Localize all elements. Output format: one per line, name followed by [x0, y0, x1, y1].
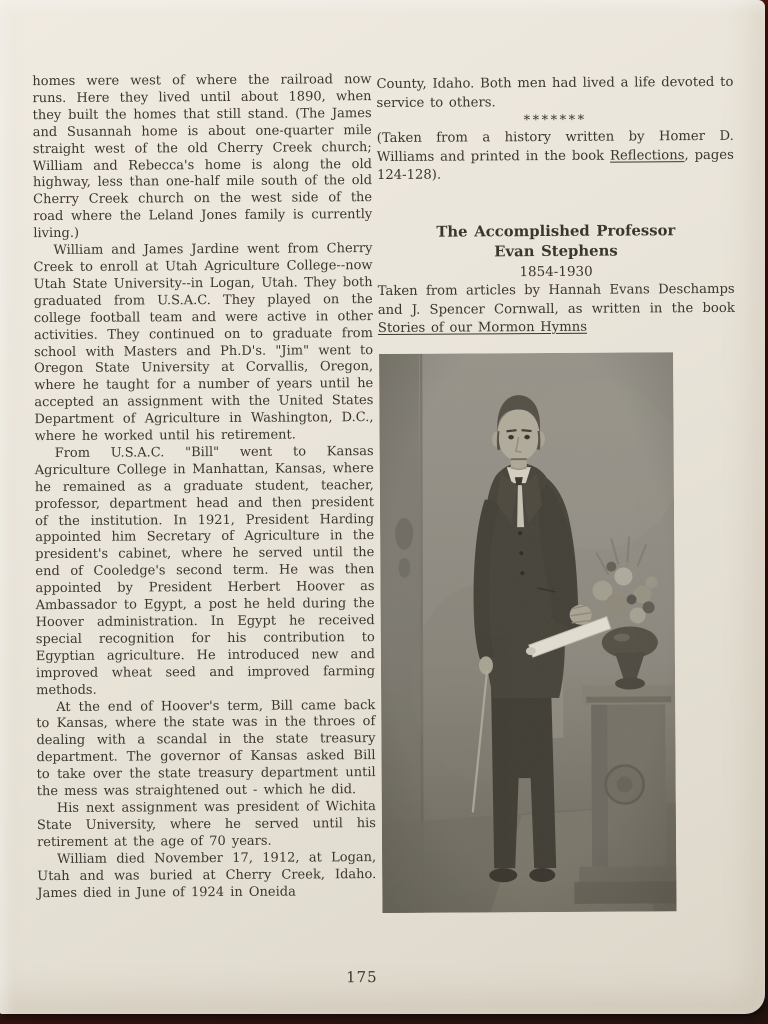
life-years: 1854-1930	[519, 263, 593, 281]
right-column	[376, 74, 738, 913]
book-title-reflections: Reflections	[609, 147, 685, 164]
source-note-hymns	[378, 281, 735, 339]
paragraph: William died November 17, 1912, at Logan, Utah and was buried at Cherry Creek, Idaho. James died in June of 1924 in Oneida	[37, 849, 377, 901]
source-note-text: (Taken from a history written by Homer D. Williams and printed in the book	[376, 129, 734, 165]
article-title: The Accomplished Professor	[436, 222, 676, 241]
asterisk-separator: *******	[523, 112, 587, 129]
portrait-photo	[379, 352, 676, 913]
book-title-mormon-hymns: Stories of our Mormon Hymns	[377, 319, 588, 337]
source-note-text: , pages 124-128).	[376, 147, 734, 184]
photo-grain	[379, 352, 676, 913]
portrait-photo-illustration	[379, 352, 676, 913]
paragraph: homes were west of where the railroad now runs. Here they lived until about 1890, when they built the homes that still stand. (The James and Susannah home is about one-quarter mile straight west of the old Cherry Creek church; William and Rebecca's home is along the old highway, less than one-half mile south of the old Cherry Creek church on the west side of the road where the Leland Jones family is currently living.)	[32, 72, 373, 242]
article-heading	[377, 221, 734, 283]
paragraph: At the end of Hoover's term, Bill came back to Kansas, where the state was in the throes of dealing with a scandal in the state treasury department. The governor of Kansas asked Bill to take over the state treasury department until the mess was straightened out - which he did.	[36, 697, 376, 800]
source-note-reflections	[377, 128, 734, 186]
continuation-paragraph: County, Idaho. Both men had lived a life devoted to service to others.	[376, 74, 734, 111]
source-note-text: Taken from articles by Hannah Evans Deschamps and J. Spencer Cornwall, as written in the book	[377, 281, 735, 318]
article-subject-name: Evan Stephens	[494, 243, 618, 261]
paragraph: His next assignment was president of Wichita State University, where he served until his retirement at the age of 70 years.	[36, 799, 376, 850]
left-column	[32, 72, 376, 902]
paragraph: William and James Jardine went from Cherry Creek to enroll at Utah Agriculture College--now Utah State University--in Logan, Utah. They both graduated from U.S.A.C. They played on the college football team and were active in other activities. They continued on to graduate from school with Masters and Ph.D's. "Jim" went to Oregon State University at Corvallis, Oregon, where he taught for a number of years until he accepted an assignment with the United States Department of Agriculture in Washington, D.C., where he worked until his retirement.	[33, 241, 374, 445]
page-number: 175	[345, 968, 378, 987]
paragraph: From U.S.A.C. "Bill" went to Kansas Agriculture College in Manhattan, Kansas, where he remained as a graduate student, teacher, professor, department head and then president of the institution. In 1921, President Harding appointed him Secretary of Agriculture in the president's cabinet, where he served until the end of Cooledge's second term. He was then appointed by President Herbert Hoover as Ambassador to Egypt, a post he held during the Hoover administration. In Egypt he received special recognition for his contribution to Egyptian agriculture. He introduced new and improved wheat seed and improved farming methods.	[34, 443, 376, 698]
